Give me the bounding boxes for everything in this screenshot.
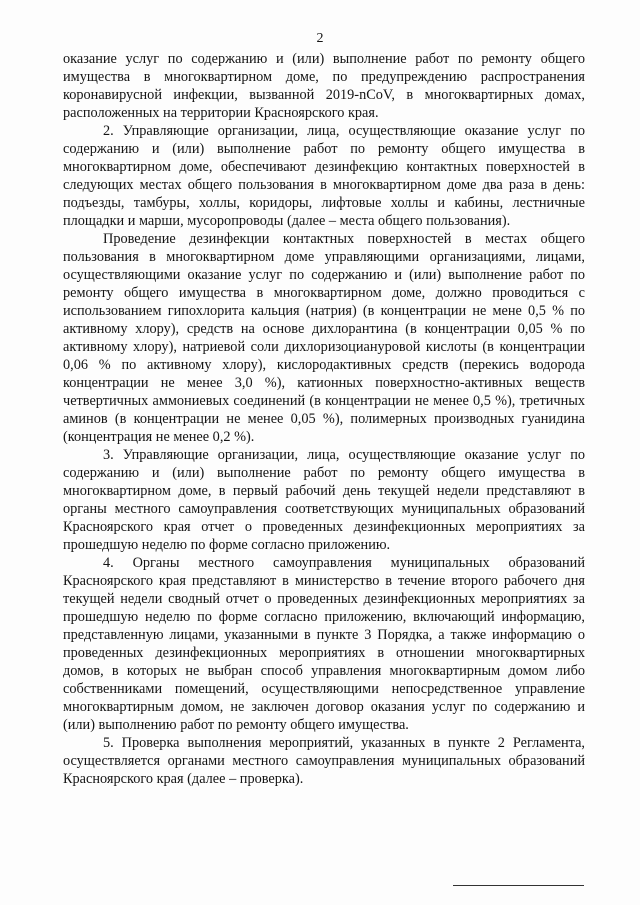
paragraph-item-5: 5. Проверка выполнения мероприятий, указанных в пункте 2 Регламента, осуществляется органами местного самоуправления муниципальных образований Красноярского края (далее – проверка). <box>63 735 585 787</box>
paragraph-intro: оказание услуг по содержанию и (или) выполнение работ по ремонту общего имущества в многоквартирном доме, по предупреждению распространения коронавирусной инфекции, вызванной 2019-nCoV, в многоквартирных домах, расположенных на территории Красноярского края. <box>63 51 585 121</box>
page-number: 2 <box>316 31 324 46</box>
paragraph-item-4: 4. Органы местного самоуправления муниципальных образований Красноярского края представляют в министерство в течение второго рабочего дня текущей недели сводный отчет о проведенных дезинфекционных мероприятиях за прошедшую неделю по форме согласно приложению, включающий информацию, представленную лицами, указанными в пункте 3 Порядка, а также информацию о проведенных дезинфекционных мероприятиях в отношении многоквартирных домов, в которых не выбран способ управления многоквартирным домом либо собственниками помещений, осуществляющими непосредственное управление многоквартирным домом, не заключен договор оказания услуг по содержанию и (или) выполнению работ по ремонту общего имущества. <box>63 555 585 733</box>
document-body <box>63 50 585 788</box>
paragraph-item-3: 3. Управляющие организации, лица, осуществляющие оказание услуг по содержанию и (или) выполнение работ по ремонту общего имущества в многоквартирном доме, в первый рабочий день текущей недели представляют в органы местного самоуправления соответствующих муниципальных образований Красноярского края отчет о проведенных дезинфекционных мероприятиях за прошедшую неделю по форме согласно приложению. <box>63 447 585 553</box>
paragraph-item-2: 2. Управляющие организации, лица, осуществляющие оказание услуг по содержанию и (или) выполнение работ по ремонту общего имущества в многоквартирном доме, обеспечивают дезинфекцию контактных поверхностей в следующих местах общего пользования в многоквартирном доме два раза в день: подъезды, тамбуры, холлы, коридоры, лифтовые холлы и кабины, лестничные площадки и марши, мусоропроводы (далее – места общего пользования). <box>63 123 585 229</box>
paragraph-disinfection-requirements: Проведение дезинфекции контактных поверхностей в местах общего пользования в многоквартирном доме управляющими организациями, лицами, осуществляющими оказание услуг по содержанию и (или) выполнение работ по ремонту общего имущества в многоквартирном доме, должно проводиться с использованием гипохлорита кальция (натрия) (в концентрации не мене 0,5 % по активному хлору), средств на основе дихлорантина (в концентрации 0,05 % по активному хлору), натриевой соли дихлоризоциануровой кислоты (в концентрации 0,06 % по активному хлору), кислородактивных средств (перекись водорода концентрации не менее 3,0 %), катионных поверхностно-активных веществ четвертичных аммониевых соединений (в концентрации не менее 0,5 %), третичных аминов (в концентрации не менее 0,05 %), полимерных производных гуанидина (концентрация не менее 0,2 %). <box>63 231 585 445</box>
footer-rule <box>453 885 584 886</box>
